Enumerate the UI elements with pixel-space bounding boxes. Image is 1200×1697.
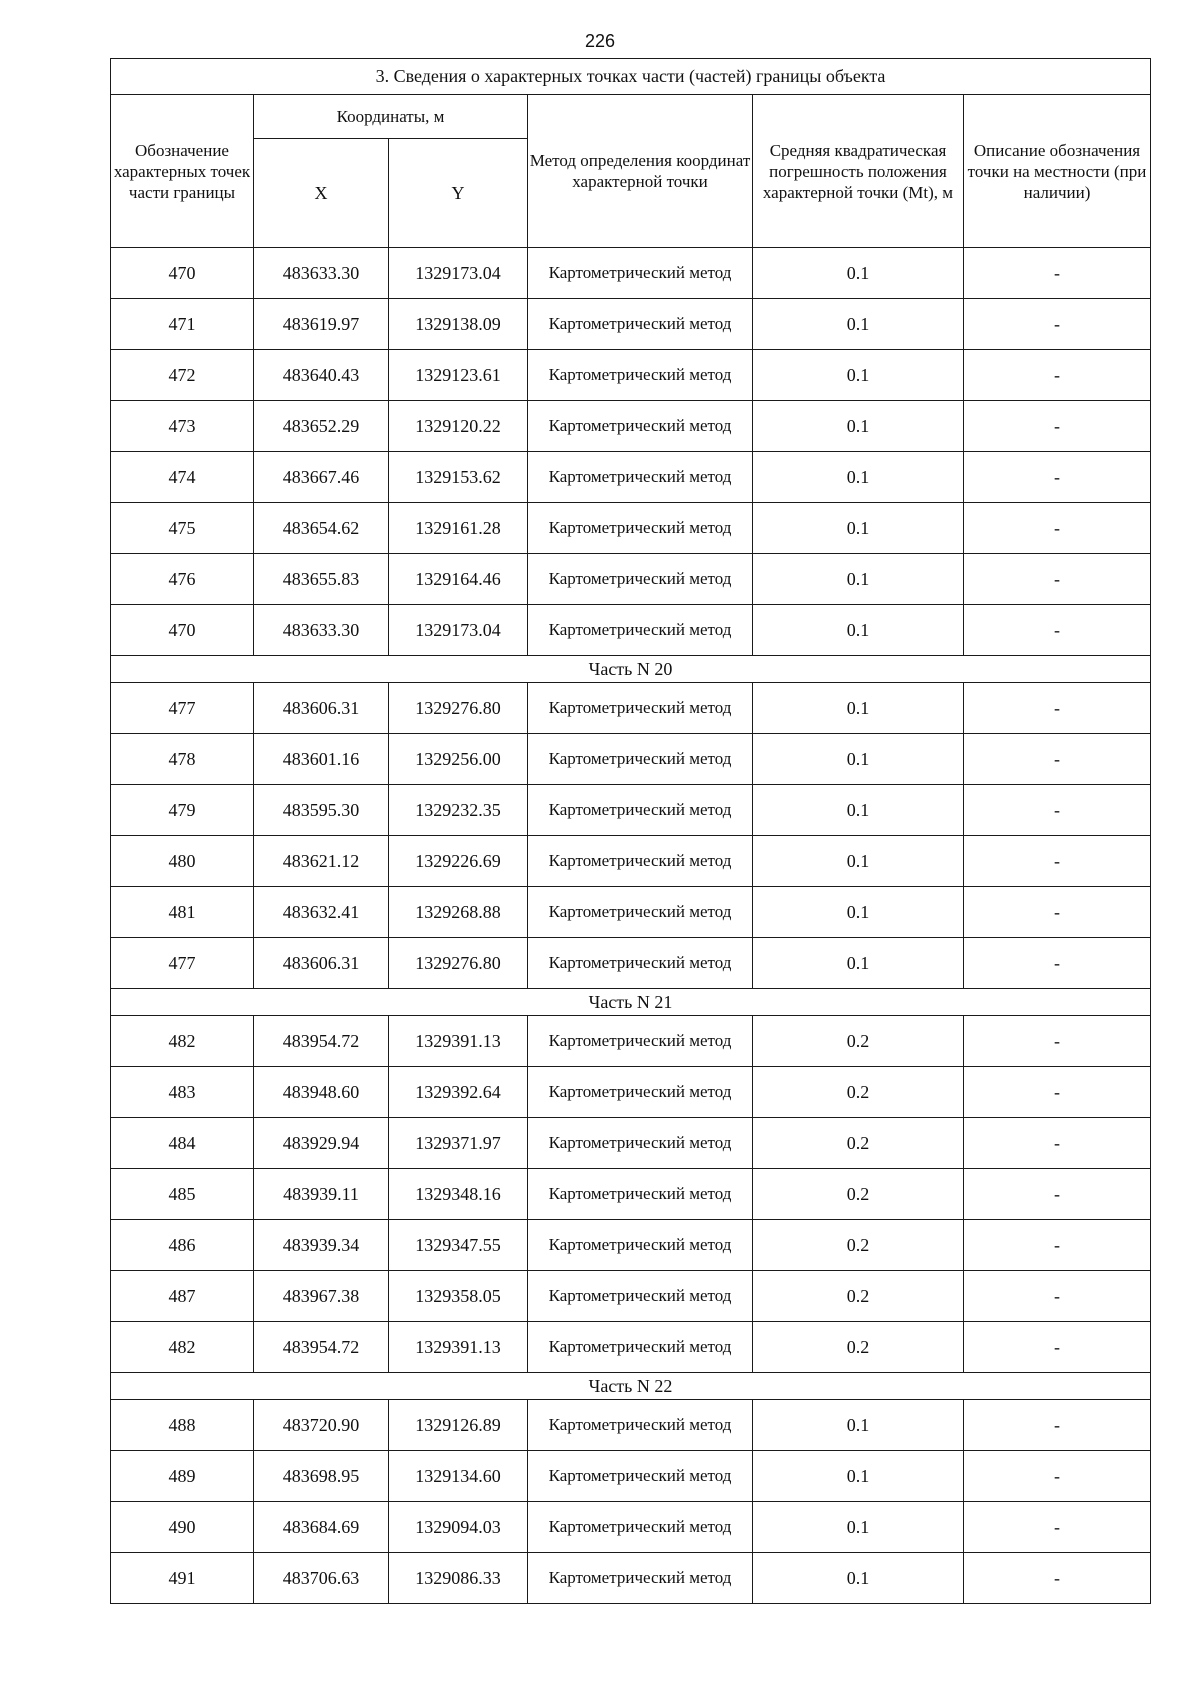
- description-cell: -: [964, 1553, 1151, 1604]
- y-coordinate-cell: 1329256.00: [389, 734, 528, 785]
- x-coordinate-cell: 483619.97: [254, 299, 389, 350]
- table-row: [111, 1451, 1151, 1502]
- header-coordinates: Координаты, м: [254, 95, 528, 139]
- description-cell: -: [964, 1169, 1151, 1220]
- y-coordinate-cell: 1329086.33: [389, 1553, 528, 1604]
- y-coordinate-cell: 1329391.13: [389, 1016, 528, 1067]
- table-row: [111, 683, 1151, 734]
- y-coordinate-cell: 1329371.97: [389, 1118, 528, 1169]
- accuracy-cell: 0.1: [753, 1553, 964, 1604]
- description-cell: -: [964, 1016, 1151, 1067]
- description-cell: -: [964, 836, 1151, 887]
- point-designation-cell: 491: [111, 1553, 254, 1604]
- header-method: Метод определения координат характерной точки: [528, 95, 753, 248]
- part-heading-row: [111, 989, 1151, 1016]
- point-designation-cell: 474: [111, 452, 254, 503]
- table-row: [111, 1271, 1151, 1322]
- point-designation-cell: 485: [111, 1169, 254, 1220]
- header-point-designation: Обозначение характерных точек части границы: [111, 95, 254, 248]
- table-row: [111, 1553, 1151, 1604]
- table-row: [111, 938, 1151, 989]
- accuracy-cell: 0.1: [753, 554, 964, 605]
- method-cell: Картометрический метод: [528, 836, 753, 887]
- x-coordinate-cell: 483654.62: [254, 503, 389, 554]
- y-coordinate-cell: 1329391.13: [389, 1322, 528, 1373]
- point-designation-cell: 487: [111, 1271, 254, 1322]
- description-cell: -: [964, 1451, 1151, 1502]
- point-designation-cell: 490: [111, 1502, 254, 1553]
- y-coordinate-cell: 1329276.80: [389, 938, 528, 989]
- point-designation-cell: 483: [111, 1067, 254, 1118]
- y-coordinate-cell: 1329358.05: [389, 1271, 528, 1322]
- x-coordinate-cell: 483967.38: [254, 1271, 389, 1322]
- description-cell: -: [964, 299, 1151, 350]
- table-row: [111, 503, 1151, 554]
- description-cell: -: [964, 350, 1151, 401]
- description-cell: -: [964, 1220, 1151, 1271]
- y-coordinate-cell: 1329120.22: [389, 401, 528, 452]
- accuracy-cell: 0.2: [753, 1169, 964, 1220]
- method-cell: Картометрический метод: [528, 1451, 753, 1502]
- table-row: [111, 1502, 1151, 1553]
- x-coordinate-cell: 483595.30: [254, 785, 389, 836]
- accuracy-cell: 0.2: [753, 1016, 964, 1067]
- method-cell: Картометрический метод: [528, 683, 753, 734]
- table-row: [111, 734, 1151, 785]
- point-designation-cell: 473: [111, 401, 254, 452]
- method-cell: Картометрический метод: [528, 938, 753, 989]
- header-y: Y: [389, 139, 528, 248]
- x-coordinate-cell: 483939.11: [254, 1169, 389, 1220]
- method-cell: Картометрический метод: [528, 350, 753, 401]
- accuracy-cell: 0.1: [753, 452, 964, 503]
- point-designation-cell: 488: [111, 1400, 254, 1451]
- point-designation-cell: 477: [111, 683, 254, 734]
- y-coordinate-cell: 1329164.46: [389, 554, 528, 605]
- y-coordinate-cell: 1329153.62: [389, 452, 528, 503]
- description-cell: -: [964, 887, 1151, 938]
- description-cell: -: [964, 554, 1151, 605]
- method-cell: Картометрический метод: [528, 1067, 753, 1118]
- y-coordinate-cell: 1329123.61: [389, 350, 528, 401]
- table-row: [111, 605, 1151, 656]
- table-body: [111, 248, 1151, 1604]
- method-cell: Картометрический метод: [528, 1502, 753, 1553]
- x-coordinate-cell: 483698.95: [254, 1451, 389, 1502]
- accuracy-cell: 0.1: [753, 734, 964, 785]
- boundary-points-table: [110, 58, 1151, 1604]
- method-cell: Картометрический метод: [528, 1322, 753, 1373]
- table-title: 3. Сведения о характерных точках части (частей) границы объекта: [111, 59, 1151, 95]
- description-cell: -: [964, 683, 1151, 734]
- point-designation-cell: 470: [111, 248, 254, 299]
- y-coordinate-cell: 1329276.80: [389, 683, 528, 734]
- table-row: [111, 1067, 1151, 1118]
- description-cell: -: [964, 1118, 1151, 1169]
- point-designation-cell: 477: [111, 938, 254, 989]
- x-coordinate-cell: 483633.30: [254, 248, 389, 299]
- x-coordinate-cell: 483720.90: [254, 1400, 389, 1451]
- method-cell: Картометрический метод: [528, 452, 753, 503]
- accuracy-cell: 0.1: [753, 605, 964, 656]
- x-coordinate-cell: 483601.16: [254, 734, 389, 785]
- header-accuracy: Средняя квадратическая погрешность положения характерной точки (Mt), м: [753, 95, 964, 248]
- table-row: [111, 887, 1151, 938]
- method-cell: Картометрический метод: [528, 887, 753, 938]
- y-coordinate-cell: 1329173.04: [389, 605, 528, 656]
- description-cell: -: [964, 401, 1151, 452]
- point-designation-cell: 475: [111, 503, 254, 554]
- method-cell: Картометрический метод: [528, 248, 753, 299]
- x-coordinate-cell: 483621.12: [254, 836, 389, 887]
- accuracy-cell: 0.1: [753, 785, 964, 836]
- description-cell: -: [964, 1067, 1151, 1118]
- method-cell: Картометрический метод: [528, 1118, 753, 1169]
- part-heading-row: [111, 656, 1151, 683]
- point-designation-cell: 482: [111, 1016, 254, 1067]
- method-cell: Картометрический метод: [528, 605, 753, 656]
- point-designation-cell: 484: [111, 1118, 254, 1169]
- x-coordinate-cell: 483954.72: [254, 1016, 389, 1067]
- header-x: X: [254, 139, 389, 248]
- method-cell: Картометрический метод: [528, 1016, 753, 1067]
- header-description: Описание обозначения точки на местности (при наличии): [964, 95, 1151, 248]
- part-heading: Часть N 21: [111, 989, 1151, 1016]
- method-cell: Картометрический метод: [528, 1220, 753, 1271]
- method-cell: Картометрический метод: [528, 1400, 753, 1451]
- part-heading: Часть N 20: [111, 656, 1151, 683]
- table-row: [111, 1118, 1151, 1169]
- x-coordinate-cell: 483652.29: [254, 401, 389, 452]
- description-cell: -: [964, 605, 1151, 656]
- table-row: [111, 350, 1151, 401]
- x-coordinate-cell: 483684.69: [254, 1502, 389, 1553]
- point-designation-cell: 478: [111, 734, 254, 785]
- table-row: [111, 1220, 1151, 1271]
- x-coordinate-cell: 483667.46: [254, 452, 389, 503]
- table-row: [111, 1169, 1151, 1220]
- accuracy-cell: 0.2: [753, 1067, 964, 1118]
- point-designation-cell: 486: [111, 1220, 254, 1271]
- table-row: [111, 785, 1151, 836]
- part-heading: Часть N 22: [111, 1373, 1151, 1400]
- accuracy-cell: 0.2: [753, 1220, 964, 1271]
- point-designation-cell: 481: [111, 887, 254, 938]
- table-row: [111, 452, 1151, 503]
- x-coordinate-cell: 483939.34: [254, 1220, 389, 1271]
- table-row: [111, 401, 1151, 452]
- y-coordinate-cell: 1329094.03: [389, 1502, 528, 1553]
- accuracy-cell: 0.2: [753, 1118, 964, 1169]
- description-cell: -: [964, 734, 1151, 785]
- point-designation-cell: 479: [111, 785, 254, 836]
- table-row: [111, 554, 1151, 605]
- y-coordinate-cell: 1329268.88: [389, 887, 528, 938]
- method-cell: Картометрический метод: [528, 299, 753, 350]
- accuracy-cell: 0.1: [753, 350, 964, 401]
- part-heading-row: [111, 1373, 1151, 1400]
- y-coordinate-cell: 1329232.35: [389, 785, 528, 836]
- y-coordinate-cell: 1329126.89: [389, 1400, 528, 1451]
- x-coordinate-cell: 483640.43: [254, 350, 389, 401]
- y-coordinate-cell: 1329134.60: [389, 1451, 528, 1502]
- accuracy-cell: 0.1: [753, 836, 964, 887]
- accuracy-cell: 0.2: [753, 1271, 964, 1322]
- accuracy-cell: 0.2: [753, 1322, 964, 1373]
- method-cell: Картометрический метод: [528, 734, 753, 785]
- description-cell: -: [964, 938, 1151, 989]
- description-cell: -: [964, 1322, 1151, 1373]
- accuracy-cell: 0.1: [753, 1400, 964, 1451]
- y-coordinate-cell: 1329161.28: [389, 503, 528, 554]
- description-cell: -: [964, 248, 1151, 299]
- accuracy-cell: 0.1: [753, 503, 964, 554]
- page-number: 226: [584, 31, 616, 51]
- x-coordinate-cell: 483632.41: [254, 887, 389, 938]
- method-cell: Картометрический метод: [528, 1553, 753, 1604]
- x-coordinate-cell: 483948.60: [254, 1067, 389, 1118]
- point-designation-cell: 470: [111, 605, 254, 656]
- method-cell: Картометрический метод: [528, 554, 753, 605]
- method-cell: Картометрический метод: [528, 401, 753, 452]
- x-coordinate-cell: 483655.83: [254, 554, 389, 605]
- accuracy-cell: 0.1: [753, 299, 964, 350]
- y-coordinate-cell: 1329173.04: [389, 248, 528, 299]
- x-coordinate-cell: 483606.31: [254, 683, 389, 734]
- description-cell: -: [964, 1271, 1151, 1322]
- accuracy-cell: 0.1: [753, 683, 964, 734]
- table-row: [111, 299, 1151, 350]
- x-coordinate-cell: 483929.94: [254, 1118, 389, 1169]
- point-designation-cell: 489: [111, 1451, 254, 1502]
- table-row: [111, 1400, 1151, 1451]
- method-cell: Картометрический метод: [528, 1169, 753, 1220]
- accuracy-cell: 0.1: [753, 887, 964, 938]
- point-designation-cell: 471: [111, 299, 254, 350]
- description-cell: -: [964, 785, 1151, 836]
- y-coordinate-cell: 1329226.69: [389, 836, 528, 887]
- accuracy-cell: 0.1: [753, 401, 964, 452]
- table-row: [111, 836, 1151, 887]
- description-cell: -: [964, 1400, 1151, 1451]
- description-cell: -: [964, 452, 1151, 503]
- table-row: [111, 1322, 1151, 1373]
- accuracy-cell: 0.1: [753, 938, 964, 989]
- accuracy-cell: 0.1: [753, 1502, 964, 1553]
- description-cell: -: [964, 503, 1151, 554]
- accuracy-cell: 0.1: [753, 248, 964, 299]
- x-coordinate-cell: 483706.63: [254, 1553, 389, 1604]
- accuracy-cell: 0.1: [753, 1451, 964, 1502]
- table-row: [111, 248, 1151, 299]
- method-cell: Картометрический метод: [528, 785, 753, 836]
- point-designation-cell: 472: [111, 350, 254, 401]
- x-coordinate-cell: 483954.72: [254, 1322, 389, 1373]
- y-coordinate-cell: 1329138.09: [389, 299, 528, 350]
- y-coordinate-cell: 1329392.64: [389, 1067, 528, 1118]
- point-designation-cell: 482: [111, 1322, 254, 1373]
- point-designation-cell: 476: [111, 554, 254, 605]
- method-cell: Картометрический метод: [528, 503, 753, 554]
- point-designation-cell: 480: [111, 836, 254, 887]
- y-coordinate-cell: 1329348.16: [389, 1169, 528, 1220]
- method-cell: Картометрический метод: [528, 1271, 753, 1322]
- table-row: [111, 1016, 1151, 1067]
- description-cell: -: [964, 1502, 1151, 1553]
- y-coordinate-cell: 1329347.55: [389, 1220, 528, 1271]
- x-coordinate-cell: 483606.31: [254, 938, 389, 989]
- x-coordinate-cell: 483633.30: [254, 605, 389, 656]
